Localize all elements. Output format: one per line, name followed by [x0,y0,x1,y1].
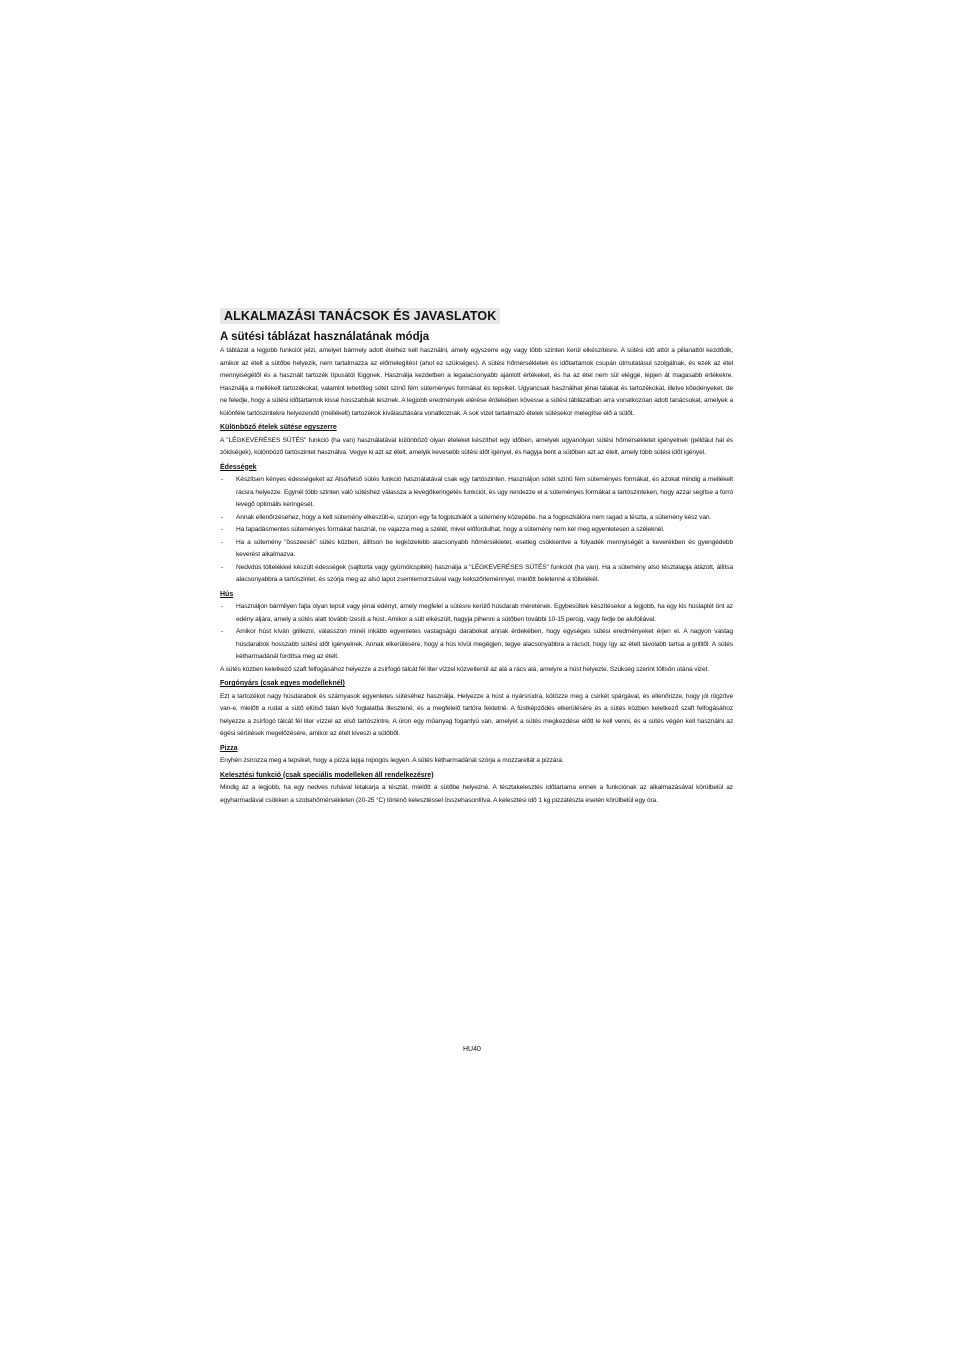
subheading-edessegek: Édességek [220,463,257,471]
subheading-hus: Hús [220,590,234,598]
kulonbozo-paragraph: A "LÉGKEVERÉSES SÜTÉS" funkció (ha van) használatával különböző olyan ételeket készíthet egy időben, amelyek ugyanolyan sütési hőmérsékletet igényelnek (például hal és zöldségek), különböző tartószintet használva. Vegye ki azt az ételt, amelyik kevesebb sütési időt igényel, és hagyja bent a sütőben azt az ételt, amely több sütési időt igényel. [220,436,733,456]
hus-list [220,601,733,664]
edessegek-list [220,474,733,587]
hus-after-paragraph: A sütés közben keletkező szaft felfogásához helyezze a zsírfogó tálcát fél liter vízzel közvetlenül az alá a rács alá, amelyre a húst helyezte. Szükség szerint töltsön utána vizet. [220,665,709,673]
list-item: - Ha tapadásmentes süteményes formákat használ, ne vajazza meg a szélét, mivel előfordulhat, hogy a sütemény nem kel meg egyenletesen a széleknél. [221,526,665,533]
list-item: - Amikor húst kíván grillezni, válasszon minél inkább egyenletes vastagságú darabokat annak érdekében, hogy egységes sütési eredményeket érjen el. A nagyon vastag húsdarabok hosszabb sütési időt igényelnek. Annak elkerülésére, hogy a hús kívül megégjen, tegye alacsonyabbra a rácsot, hogy így az ételt távolabb tartsa a grilltől. A sütés kétharmadánál fordítsa meg az ételt. [221,628,733,660]
list-item: - Nedvdús töltelékkel készült édességek (sajttorta vagy gyümölcspiték) használja a "LÉGKEVERÉSES SÜTÉS" funkciót (ha van). Ha a sütemény alsó tésztalapja átázott, állítsa alacsonyabbra a tartószintet, és szórja meg az alsó lapot zsemlemorzsával vagy kekszőrleménnyel, mielőtt beletenné a töltelékét. [221,563,733,583]
main-heading: A sütési táblázat használatának módja [220,331,430,343]
page-number: HU40 [463,1046,481,1053]
subheading-kulonbozo: Különböző ételek sütése egyszerre [220,424,337,431]
list-item: - Annak ellenőrzéséhez, hogy a kelt sütemény elkészült-e, szúrjon egy fa fogpiszkálót a sütemény közepébe. ha a fogpiszkálóra nem ragad a tészta, a sütemény kész van. [221,513,712,521]
forgonyars-paragraph: Ezt a tartozékot nagy húsdarabok és szárnyasok egyenletes sütéséhez használja. Helyezze a húst a nyársrúdra, kötözze meg a csirkét spárgával, és ellenőrizze, hogy jól rögzítve van-e, mielőtt a rudat a sütő elülső falán lévő foglalatba illesztené, és a megfelelő tartóra fektetné. A füstképződés elkerülésére és a sütés közben keletkező szaft felfogásához helyezze a zsírfogó tálcát fél liter vízzel az első tartószintre. A úron egy műanyag fogantyú van, amelyet a sütés megkezdése előtt le kell venni, és a sütés végén kell használni az égési sérülések megelőzésére, amikor az ételt kiveszi a sütőből. [220,692,733,737]
subheading-pizza: Pizza [220,744,238,752]
list-item: - Készítsen kényes édességeket az Alsó/felső sütés funkció használatával csak egy tartószinten. Használjon sötét színű fém süteményes formákat, és azokat mindig a mellékelt rácsra helyezze. Egynél több szinten való sütéshez válassza a levegőkeringetés funkciót, és úgy rendezze el a süteményes formákat a tartószinteken, hogy azzal segítse a forró levegő optimális keringését. [221,476,733,508]
subheading-kelesztesi: Kelesztési funkció (csak speciális modelleken áll rendelkezésre) [220,771,434,779]
list-item: - Használjon bármilyen fajta olyan tepsit vagy jénai edényt, amely megfelel a sütésre kerülő húsdarab méretének. Egybesültek készítésekor a legjobb, ha egy kis húslaplét önt az edény aljára, amely a sütés alatt tovább ízesíti a húst. Amikor a sült elkészült, hagyja pihenni a sütőben további 10-15 percig, vagy fedje be alufóliával. [221,603,733,623]
section-title: ALKALMAZÁSI TANÁCSOK ÉS JAVASLATOK [220,308,500,324]
kelesztesi-paragraph: Mindig az a legjobb, ha egy nedves ruhával letakarja a tésztát, mielőtt a sütőbe helyezné. A tésztakelesztés időtartama ennek a funkciónak az alkalmazásával körülbelül az egyharmadával csökken a szobahőmérsékleten (20-25 °C) történő kelesztéssel összehasonlítva. A kelesztési idő 1 kg pizzatészta esetén körülbelül egy óra. [220,784,733,804]
intro-paragraph: A táblázat a legjobb funkciót jelzi, amelyet bármely adott ételhez kell használni, amely egyszerre egy vagy több szinten kerül elkészítésre. A sütési idő attól a pillanattól kezdődik, amikor az ételt a sütőbe helyezik, nem tartalmazza az előmelegítést (ahol ez szükséges). A sütési hőmérsékletek és időtartamok csupán útmutatásul szolgálnak, és ezek az étel mennyiségétől és a használt tartozék típusától függnek. Használja kezdetben a legalacsonyabb ajánlott értékeket, és ha az étel nem sül eléggé, lépjen át magasabb értékekre. Használja a mellékelt tartozékokat, valamint lehetőleg sötét színű fém süteményes formákat és tepsiket. Ugyancsak használhat jénai tálakat és tartozékokat, illetve kőedényeket, de ne feledje, hogy a sütési időtartamok kissé hosszabbak lesznek. A legjobb eredmények elérése érdekében kövesse a sütési táblázatban arra vonatkozóan adott tanácsokat, amelyek a különféle tartószintekre helyezendő (mellékelt) tartozékok kiválasztására vonatkoznak. A sok vizet tartalmazó ételek sütésekor melegítse elő a sütőt. [220,347,733,417]
subheading-forgonyars: Forgónyárs (csak egyes modelleknél) [220,680,345,687]
list-item: - Ha a sütemény "összeesik" sütés közben, állítson be legközelebb alacsonyabb hőmérsékletet, esetleg csökkentve a folyadék mennyiségét a keverékben és gyengédebb keverést alkalmazva. [221,538,733,558]
pizza-paragraph: Enyhén zsírozza meg a tepsiket, hogy a pizza lapja ropogós legyen. A sütés kétharmadánál szórja a mozzarellát a pizzára. [220,757,564,764]
page-content [220,307,733,807]
